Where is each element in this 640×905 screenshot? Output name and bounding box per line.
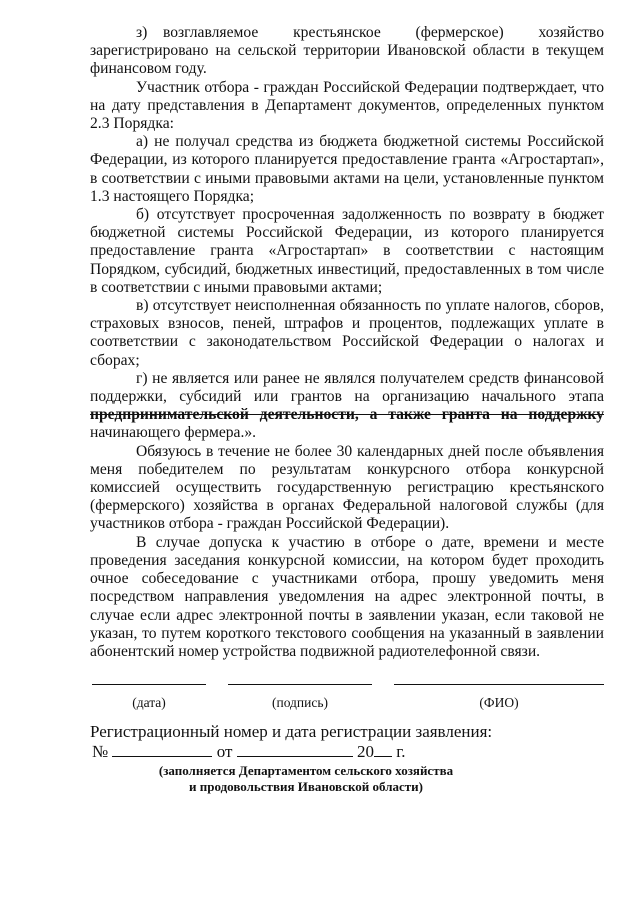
paragraph-g (90, 370, 604, 443)
paragraph-g-start: г) не является или ранее не являлся получателем средств финансовой поддержки, субсидий или грантов на организацию начального этапа (90, 369, 604, 406)
year-blank[interactable] (374, 742, 392, 757)
registration-line (92, 742, 406, 762)
registration-note (96, 763, 516, 795)
date-line[interactable] (92, 684, 206, 685)
from-label: от (216, 742, 233, 761)
registration-note-line-1: (заполняется Департаментом сельского хозяйства (158, 763, 454, 778)
paragraph-obligation: Обязуюсь в течение не более 30 календарных дней после объявления меня победителем по результатам конкурсного отбора конкурсной комиссией осуществить государственную регистрацию крестьянского (фермерского) хозяйства в органах Федеральной налоговой службы (для участников отбора - граждан Российской Федерации). (90, 442, 604, 533)
fio-line[interactable] (394, 684, 604, 685)
paragraph-b: б) отсутствует просроченная задолженность по возврату в бюджет бюджетной системы Российской Федерации, из которого планируется предоставление гранта «Агростартап» в соответствии с настоящим Порядком, субсидий, бюджетных инвестиций, предоставленных в том числе в соответствии с иными правовыми актами; (90, 206, 604, 296)
registration-number-blank[interactable] (112, 742, 212, 757)
year-prefix: 20 (356, 742, 374, 761)
signature-row (90, 684, 604, 724)
paragraph-g-end: начинающего фермера.». (90, 424, 257, 442)
paragraph-a: а) не получал средства из бюджета бюджетной системы Российской Федерации, из которого планируется предоставление гранта «Агростартап», в соответствии с иными правовыми актами на цели, установленные пунктом 1.3 настоящего Порядка; (90, 133, 604, 205)
date-label: (дата) (132, 695, 166, 710)
signature-line[interactable] (228, 684, 372, 685)
paragraph-z: з) возглавляемое крестьянское (фермерское) хозяйство зарегистрировано на сельской территории Ивановской области в текущем финансовом году. (90, 24, 604, 78)
registration-note-line-2: и продовольствия Ивановской области) (189, 779, 423, 794)
paragraph-v: в) отсутствует неисполненная обязанность по уплате налогов, сборов, страховых взносов, пеней, штрафов и процентов, подлежащих уплате в соответствии с законодательством Российской Федерации о налогах и сборах; (90, 297, 604, 369)
paragraph-intro: Участник отбора - граждан Российской Федерации подтверждает, что на дату представления в Департамент документов, определенных пунктом 2.3 Порядка: (90, 78, 604, 133)
fio-label: (ФИО) (479, 695, 519, 710)
registration-title: Регистрационный номер и дата регистрации заявления: (90, 722, 493, 741)
number-sign: № (92, 742, 109, 761)
signature-label: (подпись) (271, 695, 329, 710)
paragraph-g-struck: предпринимательской деятельности, а также гранта на поддержку (90, 406, 604, 424)
paragraph-notification: В случае допуска к участию в отборе о дате, времени и месте проведения заседания конкурсной комиссии, на котором будет проходить очное собеседование с участниками отбора, прошу уведомить меня посредством направления уведомления на адрес электронной почты, в случае если адрес электронной почты в заявлении указан, если таковой не указан, то путем короткого текстового сообщения на указанный в заявлении абонентский номер устройства подвижной радиотелефонной связи. (90, 533, 604, 660)
document-body (90, 24, 604, 661)
registration-date-blank[interactable] (237, 742, 353, 757)
year-suffix: г. (396, 742, 406, 761)
